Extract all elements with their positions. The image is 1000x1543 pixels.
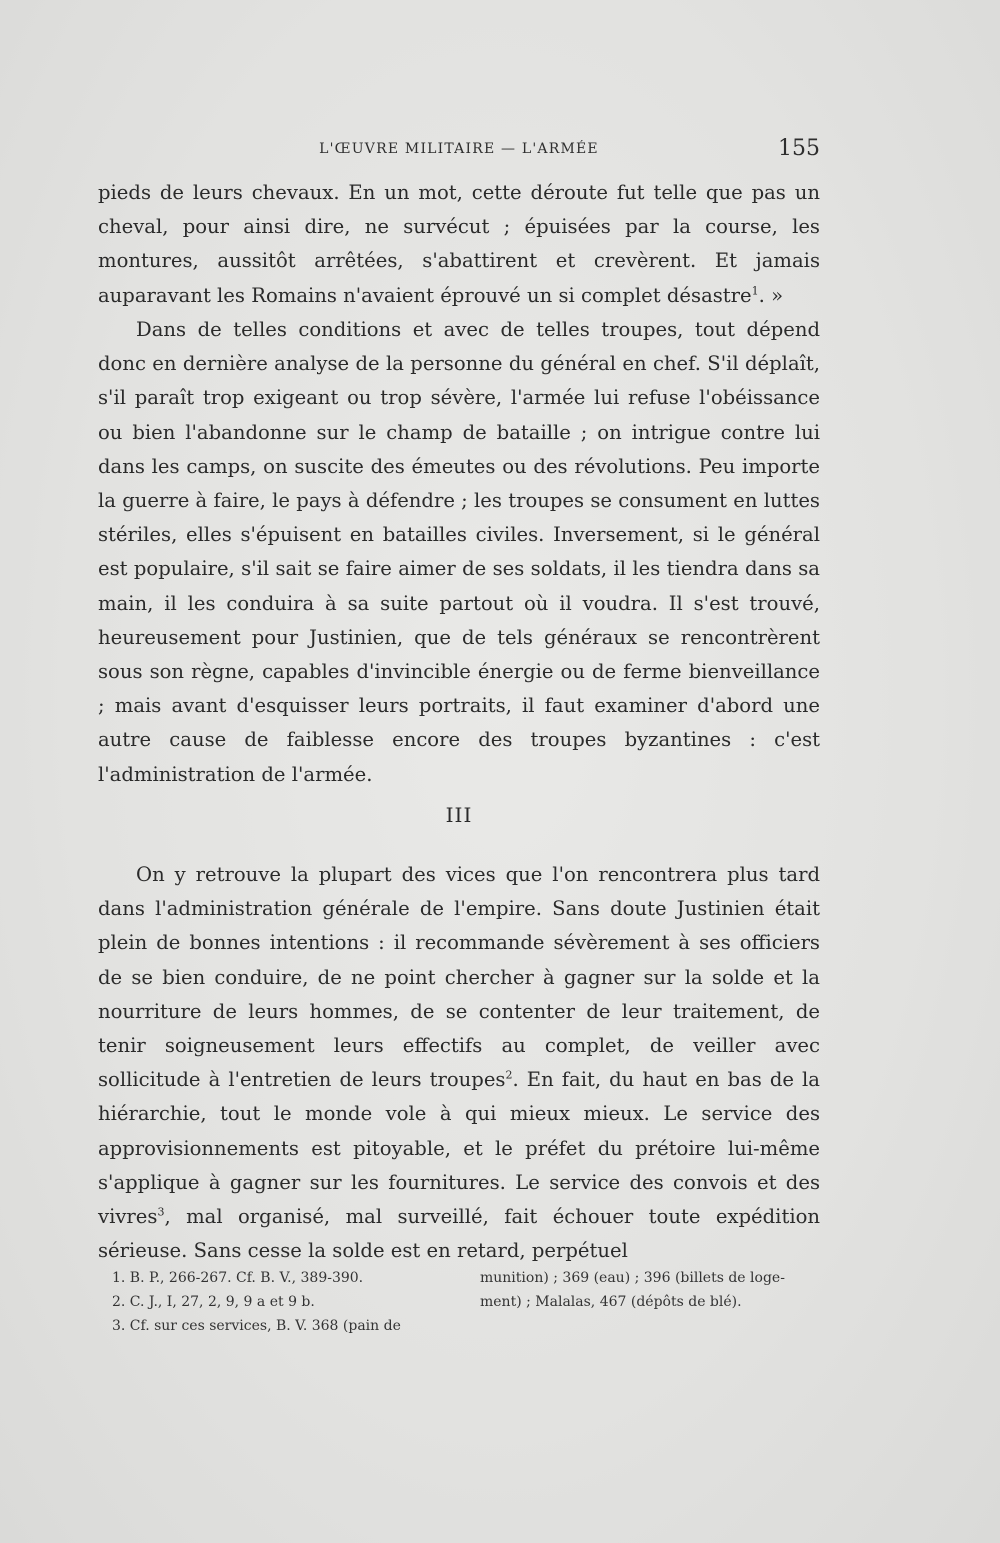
paragraph-continuation — [98, 176, 820, 313]
footnote-3-end: ment) ; Malalas, 467 (dépôts de blé). — [480, 1294, 742, 1310]
footnotes-left-column — [112, 1266, 472, 1338]
section-heading: III — [445, 803, 473, 827]
paragraph-text-part3: , mal organisé, mal surveillé, fait échouer toute expédition sérieuse. Sans cesse la solde est en retard, perpétuel — [98, 1205, 820, 1263]
footnote-ref-2: 2 — [505, 1068, 513, 1082]
footnote-ref-1: 1 — [751, 284, 759, 298]
running-head — [98, 136, 820, 162]
page-number: 155 — [778, 136, 820, 161]
paragraph-text-end: . » — [758, 283, 784, 307]
paragraph-administration — [98, 858, 820, 1268]
footnote-ref-3: 3 — [157, 1205, 165, 1219]
paragraph-general: Dans de telles conditions et avec de telles troupes, tout dépend donc en dernière analyse de la personne du général en chef. S'il déplaît, s'il paraît trop exigeant ou trop sévère, l'armée lui refuse l'obéissance ou bien l'abandonne sur le champ de bataille ; on intrigue contre lui dans les camps, on suscite des émeutes ou des révolutions. Peu importe la guerre à faire, le pays à défendre ; les troupes se consument en luttes stériles, elles s'épuisent en batailles civiles. Inversement, si le général est populaire, s'il sait se faire aimer de ses soldats, il les tiendra dans sa main, il les conduira à sa suite partout où il voudra. Il s'est trouvé, heureusement pour Justinien, que de tels généraux se rencontrèrent sous son règne, capables d'invincible énergie ou de ferme bienveillance ; mais avant d'esquisser leurs portraits, il faut examiner d'abord une autre cause de faiblesse encore des troupes byzantines : c'est l'administration de l'armée. — [98, 318, 820, 786]
footnote-1: 1. B. P., 266-267. Cf. B. V., 389-390. — [112, 1270, 364, 1286]
paragraph-text-part2: . En fait, du haut en bas de la hiérarchie, tout le monde vole à qui mieux mieux. Le service des approvisionnements est pitoyable, et le préfet du prétoire lui-même s'applique à gagner sur les fournitures. Le service des convois et des vivres — [98, 1068, 820, 1229]
footnotes — [98, 1266, 820, 1356]
footnotes-right-column — [480, 1266, 820, 1314]
footnote-3: 3. Cf. sur ces services, B. V. 368 (pain de — [112, 1318, 401, 1334]
footnote-2: 2. C. J., I, 27, 2, 9, 9 a et 9 b. — [112, 1294, 315, 1310]
paragraph-text: pieds de leurs chevaux. En un mot, cette déroute fut telle que pas un cheval, pour ainsi dire, ne survécut ; épuisées par la course, les montures, aussitôt arrêtées, s'abattirent et crevèrent. Et jamais auparavant les Romains n'avaient éprouvé un si complet désastre — [98, 181, 820, 307]
footnote-3-continued: munition) ; 369 (eau) ; 396 (billets de loge- — [480, 1270, 785, 1286]
paragraph-text-part1: On y retrouve la plupart des vices que l'on rencontrera plus tard dans l'administration générale de l'empire. Sans doute Justinien était plein de bonnes intentions : il recommande sévèrement à ses officiers de se bien conduire, de ne point chercher à gagner sur la solde et la nourriture de leurs hommes, de se contenter de leur traitement, de tenir soigneusement leurs effectifs au complet, de veiller avec sollicitude à l'entretien de leurs troupes — [98, 863, 820, 1092]
running-title: L'ŒUVRE MILITAIRE — L'ARMÉE — [319, 141, 599, 157]
